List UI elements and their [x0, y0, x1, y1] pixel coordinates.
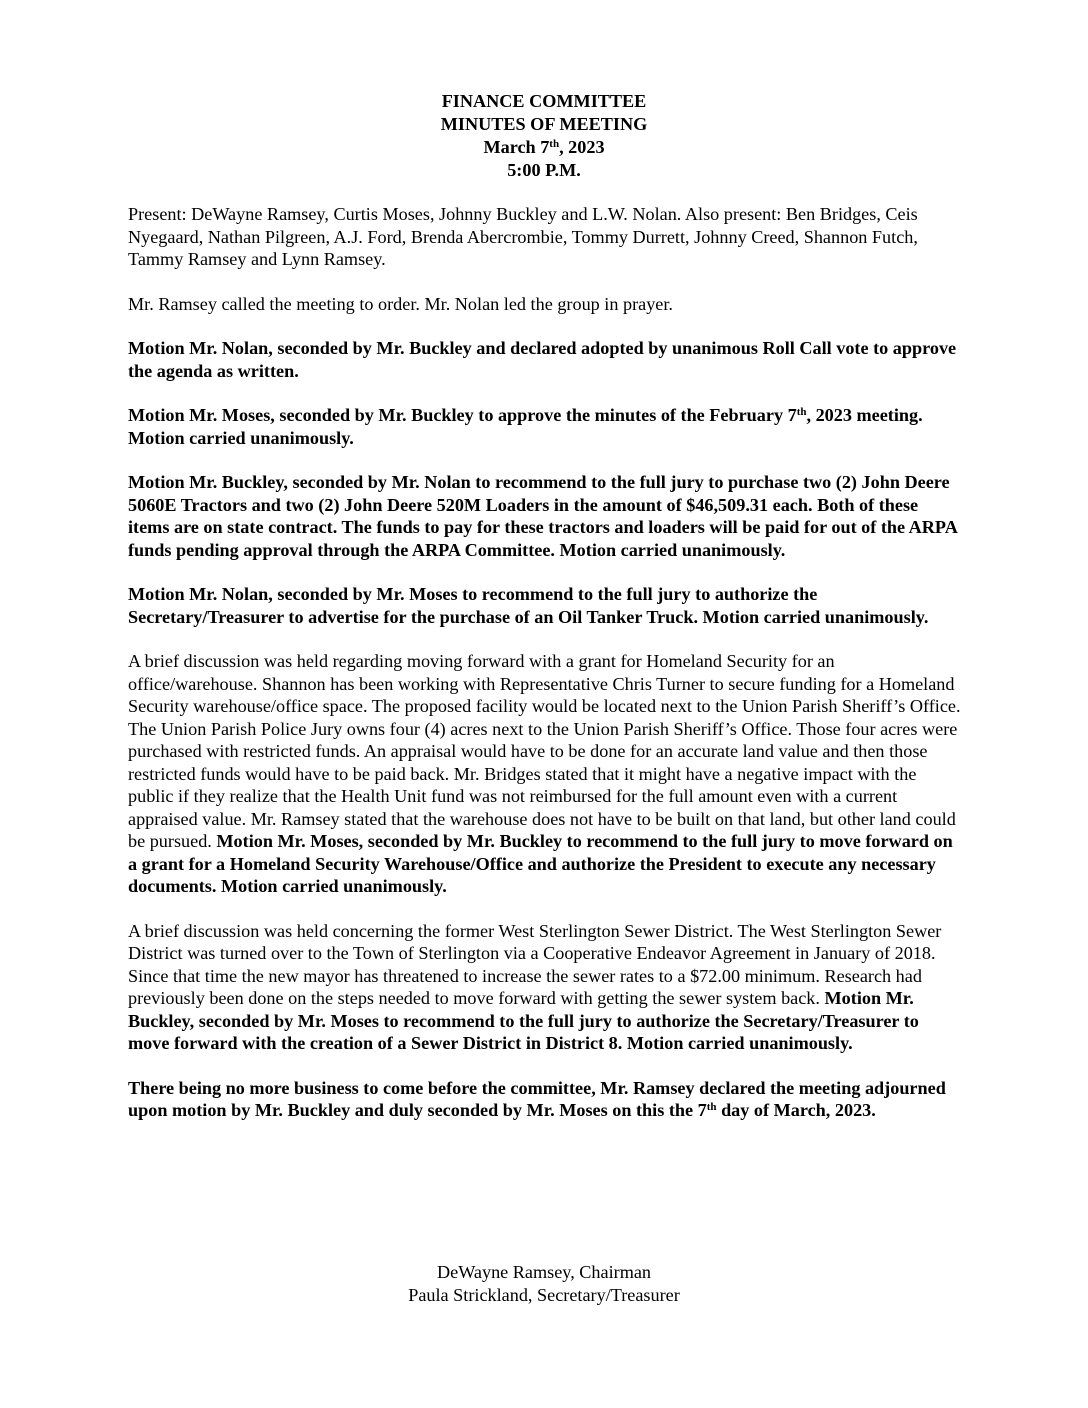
minutes-title: MINUTES OF MEETING [440, 114, 648, 134]
secretary-signature: Paula Strickland, Secretary/Treasurer [408, 1285, 680, 1305]
meeting-time: 5:00 P.M. [507, 160, 581, 180]
minutes-body [128, 203, 963, 1144]
homeland-security-paragraph [128, 650, 963, 898]
adjournment-text: There being no more business to come before the committee, Mr. Ramsey declared the meeting adjourned upon motion by Mr. Buckley and duly seconded by Mr. Moses on this the 7 [128, 1077, 946, 1120]
committee-title: FINANCE COMMITTEE [441, 91, 647, 111]
attendance-paragraph: Present: DeWayne Ramsey, Curtis Moses, Johnny Buckley and L.W. Nolan. Also present: Ben Bridges, Ceis Nyegaard, Nathan Pilgreen, A.J. Ford, Brenda Abercrombie, Tommy Durrett, Johnny Creed, Shannon Futch, Tammy Ramsey and Lynn Ramsey. [128, 204, 918, 269]
meeting-date [0, 136, 1088, 159]
motion-agenda: Motion Mr. Nolan, seconded by Mr. Buckley and declared adopted by unanimous Roll Call vote to approve the agenda as written. [128, 338, 957, 381]
date-suffix: th [549, 138, 560, 150]
date-year: , 2023 [559, 137, 605, 157]
call-to-order-paragraph: Mr. Ramsey called the meeting to order. Mr. Nolan led the group in prayer. [128, 293, 673, 314]
sewer-discussion: A brief discussion was held concerning the former West Sterlington Sewer District. The West Sterlington Sewer District was turned over to the Town of Sterlington via a Cooperative Endeavor Agreement in January of 2018. Since that time the new mayor has threatened to increase the sewer rates to a $72.00 minimum. Research had previously been done on the steps needed to move forward with getting the sewer system back. [128, 920, 942, 1008]
adjournment-text-end: day of March, 2023. [716, 1100, 876, 1120]
homeland-motion: Motion Mr. Moses, seconded by Mr. Buckley to recommend to the full jury to move forward on a grant for a Homeland Security Warehouse/Office and authorize the President to execute any necessary documents. Motion carried unanimously. [128, 831, 953, 896]
motion-minutes-text: Motion Mr. Moses, seconded by Mr. Buckley to approve the minutes of the February 7 [128, 405, 797, 425]
adjournment-paragraph [128, 1077, 963, 1122]
motion-minutes [128, 404, 963, 449]
homeland-discussion: A brief discussion was held regarding moving forward with a grant for Homeland Security for an office/warehouse. Shannon has been working with Representative Chris Turner to secure funding for a Homeland Security warehouse/office space. The proposed facility would be located next to the Union Parish Sheriff’s Office. The Union Parish Police Jury owns four (4) acres next to the Union Parish Sheriff’s Office. Those four acres were purchased with restricted funds. An appraisal would have to be done for an accurate land value and then those restricted funds would have to be paid back. Mr. Bridges stated that it might have a negative impact with the public if they realize that the Health Unit fund was not reimbursed for the full amount even with a current appraised value. Mr. Ramsey stated that the warehouse does not have to be built on that land, but other land could be pursued. [128, 651, 961, 851]
motion-minutes-text-end: , 2023 meeting. Motion carried unanimously. [128, 405, 923, 448]
document-header [0, 90, 1088, 182]
motion-oil-tanker: Motion Mr. Nolan, seconded by Mr. Moses to recommend to the full jury to authorize the Secretary/Treasurer to advertise for the purchase of an Oil Tanker Truck. Motion carried unanimously. [128, 584, 929, 627]
chairman-signature: DeWayne Ramsey, Chairman [436, 1262, 652, 1282]
motion-tractors: Motion Mr. Buckley, seconded by Mr. Nolan to recommend to the full jury to purchase two (2) John Deere 5060E Tractors and two (2) John Deere 520M Loaders in the amount of $46,509.31 each. Both of these items are on state contract. The funds to pay for these tractors and loaders will be paid for out of the ARPA funds pending approval through the ARPA Committee. Motion carried unanimously. [128, 472, 957, 560]
signature-block [0, 1261, 1088, 1307]
sewer-district-paragraph [128, 920, 963, 1055]
date-month-day: March 7 [483, 137, 550, 157]
motion-minutes-suffix: th [796, 406, 807, 418]
sewer-motion: Motion Mr. Buckley, seconded by Mr. Moses to recommend to the full jury to authorize the Secretary/Treasurer to move forward with the creation of a Sewer District in District 8. Motion carried unanimously. [128, 988, 919, 1053]
adjournment-suffix: th [706, 1101, 717, 1113]
